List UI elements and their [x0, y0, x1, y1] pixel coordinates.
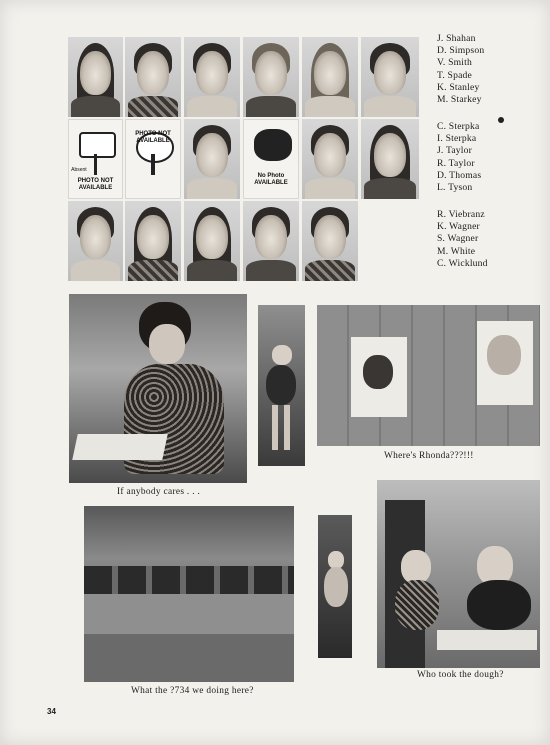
name-sterpka-c: C. Sterpka [437, 121, 480, 132]
portrait-simpson [125, 37, 181, 117]
no-photo-available-label: No Photo AVAILABLE [254, 173, 288, 187]
candid-girl-standing [318, 515, 352, 658]
name-list-row1 [437, 33, 484, 106]
name-thomas: D. Thomas [437, 169, 482, 181]
caption-if-anybody-cares: If anybody cares . . . [117, 487, 201, 497]
name-list-row3 [437, 209, 488, 270]
candid-student-reading [69, 294, 247, 483]
no-photo-bulb [125, 119, 181, 199]
name-viebranz: R. Viebranz [437, 209, 485, 220]
portrait-taylor-j [184, 119, 240, 199]
caption-what-the: What the ?734 we doing here? [131, 686, 254, 696]
name-simpson: D. Simpson [437, 45, 485, 57]
caption-who-took-dough: Who took the dough? [417, 670, 504, 680]
portrait-wagner-k [125, 201, 181, 281]
no-photo-absent [68, 119, 123, 199]
portrait-viebranz [68, 201, 123, 281]
no-photo-cartoon [243, 119, 299, 199]
name-spade: T. Spade [437, 69, 472, 81]
caption-wheres-rhonda: Where's Rhonda???!!! [384, 451, 474, 461]
candid-girls-at-table [377, 480, 540, 668]
name-stanley: K. Stanley [437, 81, 480, 93]
photo-not-available-label-2: PHOTO NOT AVAILABLE [135, 130, 171, 144]
page-number: 34 [47, 707, 56, 716]
portrait-smith [184, 37, 240, 117]
portrait-thomas [302, 119, 358, 199]
name-shahan: J. Shahan [437, 33, 476, 44]
portrait-white [243, 201, 299, 281]
portrait-starkey [361, 37, 419, 117]
absent-label: Absent [71, 166, 87, 173]
candid-boys-on-bench [84, 506, 294, 682]
name-starkey: M. Starkey [437, 94, 482, 106]
name-list-row2 [437, 121, 481, 194]
portrait-wagner-s [184, 201, 240, 281]
name-wicklund: C. Wicklund [437, 257, 488, 269]
name-wagner-s: S. Wagner [437, 233, 479, 245]
name-sterpka-i: I. Sterpka [437, 133, 477, 145]
name-wagner-k: K. Wagner [437, 221, 480, 233]
name-smith: V. Smith [437, 57, 473, 69]
name-tyson: L. Tyson [437, 182, 473, 194]
name-taylor-j: J. Taylor [437, 145, 473, 157]
photo-not-available-label-1: PHOTO NOT AVAILABLE [77, 177, 114, 191]
candid-portraits-on-wall [317, 305, 540, 446]
portrait-stanley [302, 37, 358, 117]
candid-girls-doorway [258, 305, 305, 466]
portrait-spade [243, 37, 299, 117]
portrait-tyson [361, 119, 419, 199]
name-white: M. White [437, 245, 476, 257]
ink-speck [498, 117, 504, 123]
name-taylor-r: R. Taylor [437, 157, 475, 169]
portrait-shahan [68, 37, 123, 117]
portrait-wicklund [302, 201, 358, 281]
